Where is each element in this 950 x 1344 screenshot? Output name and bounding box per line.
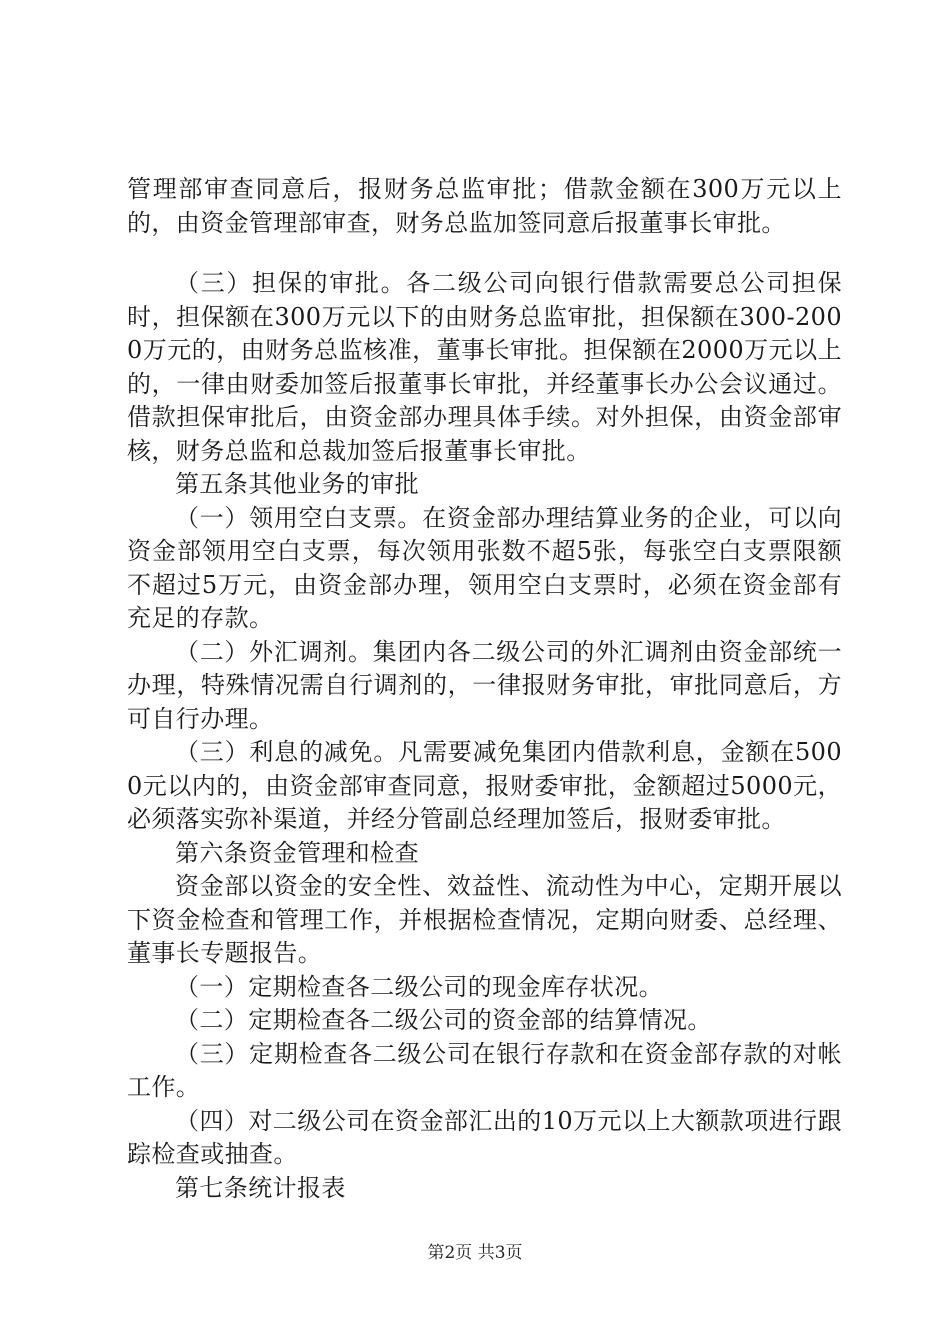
- page-number-label: 第2页 共3页: [427, 1243, 523, 1263]
- section-heading-article-6: 第六条资金管理和检查: [175, 838, 419, 867]
- document-body: [127, 173, 842, 1205]
- section-heading-article-7: 第七条统计报表: [175, 1173, 346, 1202]
- paragraph-continuation: 管理部审查同意后，报财务总监审批；借款金额在300万元以上的，由资金管理部审查，财务总监加签同意后报董事长审批。: [127, 175, 842, 237]
- paragraph-guarantee-approval: （三）担保的审批。各二级公司向银行借款需要总公司担保时，担保额在300万元以下的由财务总监审批，担保额在300-2000万元的，由财务总监核准，董事长审批。担保额在2000万元以上的，一律由财委加签后报董事长审批，并经董事长办公会议通过。借款担保审批后，由资金部办理具体手续。对外担保，由资金部审核，财务总监和总裁加签后报董事长审批。: [127, 269, 842, 465]
- paragraph-blank-checks: （一）领用空白支票。在资金部办理结算业务的企业，可以向资金部领用空白支票，每次领用张数不超5张，每张空白支票限额不超过5万元，由资金部办理，领用空白支票时，必须在资金部有充足的存款。: [127, 503, 842, 632]
- paragraph-forex-adjustment: （二）外汇调剂。集团内各二级公司的外汇调剂由资金部统一办理，特殊情况需自行调剂的，一律报财务审批，审批同意后，方可自行办理。: [127, 637, 842, 733]
- paragraph-fund-inspection-intro: 资金部以资金的安全性、效益性、流动性为中心，定期开展以下资金检查和管理工作，并根据检查情况，定期向财委、总经理、董事长专题报告。: [127, 872, 842, 967]
- list-item-account-reconciliation: （三）定期检查各二级公司在银行存款和在资金部存款的对帐工作。: [127, 1039, 842, 1101]
- paragraph-interest-reduction: （三）利息的减免。凡需要减免集团内借款利息，金额在5000元以内的，由资金部审查同意，报财委审批，金额超过5000元，必须落实弥补渠道，并经分管副总经理加签后，报财委审批。: [127, 738, 842, 833]
- page-footer: [0, 1242, 950, 1264]
- list-item-settlement-check: （二）定期检查各二级公司的资金部的结算情况。: [175, 1006, 712, 1034]
- list-item-large-remittance-tracking: （四）对二级公司在资金部汇出的10万元以上大额款项进行跟踪检查或抽查。: [127, 1106, 842, 1168]
- section-heading-article-5: 第五条其他业务的审批: [175, 470, 419, 498]
- list-item-cash-inventory: （一）定期检查各二级公司的现金库存状况。: [175, 972, 663, 1001]
